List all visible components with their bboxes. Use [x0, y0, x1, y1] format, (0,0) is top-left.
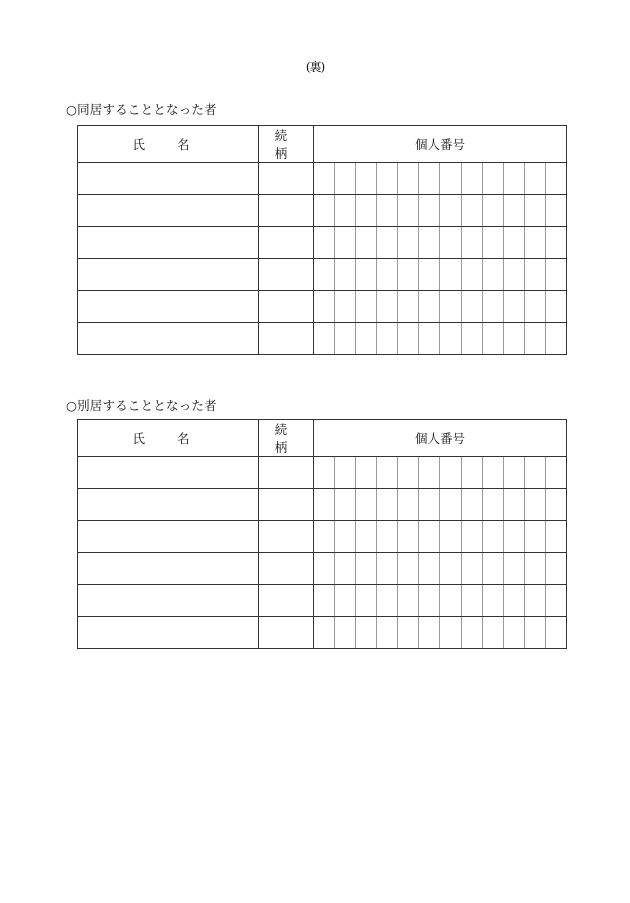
table-row [78, 195, 567, 227]
individual-number-digit-cell[interactable] [398, 521, 419, 553]
name-cell[interactable] [78, 259, 259, 291]
individual-number-digit-cell[interactable] [482, 227, 503, 259]
relationship-cell[interactable] [259, 163, 314, 195]
individual-number-digit-cell[interactable] [440, 457, 461, 489]
individual-number-digit-cell[interactable] [356, 323, 377, 355]
individual-number-digit-cell[interactable] [524, 553, 545, 585]
individual-number-digit-cell[interactable] [398, 195, 419, 227]
relationship-cell[interactable] [259, 227, 314, 259]
individual-number-digit-cell[interactable] [524, 521, 545, 553]
individual-number-digit-cell[interactable] [335, 291, 356, 323]
individual-number-digit-cell[interactable] [482, 259, 503, 291]
individual-number-digit-cell[interactable] [440, 521, 461, 553]
individual-number-digit-cell[interactable] [545, 323, 566, 355]
individual-number-digit-cell[interactable] [545, 585, 566, 617]
individual-number-digit-cell[interactable] [335, 323, 356, 355]
table-row [78, 163, 567, 195]
individual-number-digit-cell[interactable] [377, 489, 398, 521]
individual-number-digit-cell[interactable] [482, 195, 503, 227]
individual-number-digit-cell[interactable] [335, 259, 356, 291]
individual-number-digit-cell[interactable] [440, 227, 461, 259]
individual-number-digit-cell[interactable] [398, 291, 419, 323]
individual-number-digit-cell[interactable] [482, 617, 503, 649]
individual-number-digit-cell[interactable] [419, 489, 440, 521]
individual-number-digit-cell[interactable] [377, 259, 398, 291]
individual-number-digit-cell[interactable] [314, 553, 335, 585]
relationship-cell[interactable] [259, 585, 314, 617]
individual-number-digit-cell[interactable] [524, 259, 545, 291]
individual-number-digit-cell[interactable] [440, 585, 461, 617]
individual-number-digit-cell[interactable] [335, 489, 356, 521]
table-row [78, 291, 567, 323]
name-cell[interactable] [78, 553, 259, 585]
name-cell[interactable] [78, 195, 259, 227]
individual-number-digit-cell[interactable] [503, 457, 524, 489]
individual-number-digit-cell[interactable] [335, 163, 356, 195]
individual-number-digit-cell[interactable] [398, 553, 419, 585]
individual-number-digit-cell[interactable] [419, 259, 440, 291]
relationship-cell[interactable] [259, 195, 314, 227]
individual-number-digit-cell[interactable] [461, 521, 482, 553]
name-cell[interactable] [78, 227, 259, 259]
individual-number-digit-cell[interactable] [461, 259, 482, 291]
individual-number-digit-cell[interactable] [377, 323, 398, 355]
individual-number-digit-cell[interactable] [398, 585, 419, 617]
individual-number-digit-cell[interactable] [335, 195, 356, 227]
relationship-cell[interactable] [259, 457, 314, 489]
relationship-cell[interactable] [259, 521, 314, 553]
individual-number-digit-cell[interactable] [419, 227, 440, 259]
individual-number-digit-cell[interactable] [461, 323, 482, 355]
individual-number-digit-cell[interactable] [419, 553, 440, 585]
individual-number-digit-cell[interactable] [377, 291, 398, 323]
individual-number-digit-cell[interactable] [356, 521, 377, 553]
individual-number-digit-cell[interactable] [419, 521, 440, 553]
individual-number-digit-cell[interactable] [482, 521, 503, 553]
individual-number-digit-cell[interactable] [419, 617, 440, 649]
individual-number-digit-cell[interactable] [461, 227, 482, 259]
individual-number-digit-cell[interactable] [356, 457, 377, 489]
separated-persons-table [77, 419, 567, 649]
individual-number-digit-cell[interactable] [419, 195, 440, 227]
individual-number-digit-cell[interactable] [524, 163, 545, 195]
individual-number-digit-cell[interactable] [503, 227, 524, 259]
individual-number-digit-cell[interactable] [482, 553, 503, 585]
individual-number-digit-cell[interactable] [461, 489, 482, 521]
individual-number-digit-cell[interactable] [545, 553, 566, 585]
individual-number-digit-cell[interactable] [545, 195, 566, 227]
individual-number-digit-cell[interactable] [377, 553, 398, 585]
table-row [78, 227, 567, 259]
individual-number-digit-cell[interactable] [335, 457, 356, 489]
individual-number-digit-cell[interactable] [377, 585, 398, 617]
individual-number-digit-cell[interactable] [461, 585, 482, 617]
individual-number-digit-cell[interactable] [440, 195, 461, 227]
name-cell[interactable] [78, 457, 259, 489]
individual-number-digit-cell[interactable] [503, 489, 524, 521]
section-label-cohabiting: ○同居することとなった者 [66, 102, 217, 117]
name-cell[interactable] [78, 489, 259, 521]
individual-number-digit-cell[interactable] [482, 163, 503, 195]
individual-number-digit-cell[interactable] [545, 489, 566, 521]
individual-number-digit-cell[interactable] [398, 323, 419, 355]
individual-number-digit-cell[interactable] [482, 489, 503, 521]
individual-number-digit-cell[interactable] [545, 291, 566, 323]
individual-number-digit-cell[interactable] [356, 585, 377, 617]
individual-number-digit-cell[interactable] [461, 617, 482, 649]
individual-number-digit-cell[interactable] [356, 489, 377, 521]
individual-number-digit-cell[interactable] [356, 163, 377, 195]
individual-number-digit-cell[interactable] [440, 617, 461, 649]
page-heading: (裏) [305, 60, 325, 74]
individual-number-digit-cell[interactable] [356, 259, 377, 291]
name-cell[interactable] [78, 323, 259, 355]
individual-number-digit-cell[interactable] [314, 323, 335, 355]
individual-number-digit-cell[interactable] [545, 163, 566, 195]
individual-number-digit-cell[interactable] [545, 227, 566, 259]
individual-number-digit-cell[interactable] [524, 227, 545, 259]
individual-number-digit-cell[interactable] [335, 585, 356, 617]
name-column-header: 氏 名 [78, 420, 259, 457]
individual-number-digit-cell[interactable] [503, 617, 524, 649]
individual-number-digit-cell[interactable] [503, 163, 524, 195]
individual-number-digit-cell[interactable] [314, 521, 335, 553]
individual-number-digit-cell[interactable] [482, 291, 503, 323]
table-row [78, 457, 567, 489]
individual-number-digit-cell[interactable] [314, 585, 335, 617]
individual-number-digit-cell[interactable] [335, 521, 356, 553]
relationship-cell[interactable] [259, 489, 314, 521]
individual-number-digit-cell[interactable] [377, 457, 398, 489]
relationship-column-header: 続 柄 [259, 126, 314, 163]
individual-number-digit-cell[interactable] [440, 489, 461, 521]
individual-number-digit-cell[interactable] [377, 617, 398, 649]
individual-number-digit-cell[interactable] [356, 291, 377, 323]
individual-number-digit-cell[interactable] [503, 521, 524, 553]
table-row [78, 489, 567, 521]
individual-number-digit-cell[interactable] [482, 585, 503, 617]
name-column-header: 氏 名 [78, 126, 259, 163]
table-header-row [78, 420, 567, 457]
individual-number-digit-cell[interactable] [356, 227, 377, 259]
individual-number-digit-cell[interactable] [440, 259, 461, 291]
individual-number-digit-cell[interactable] [335, 617, 356, 649]
individual-number-digit-cell[interactable] [482, 457, 503, 489]
individual-number-digit-cell[interactable] [545, 617, 566, 649]
individual-number-digit-cell[interactable] [503, 553, 524, 585]
individual-number-digit-cell[interactable] [440, 163, 461, 195]
name-cell[interactable] [78, 163, 259, 195]
individual-number-digit-cell[interactable] [419, 585, 440, 617]
individual-number-digit-cell[interactable] [377, 163, 398, 195]
individual-number-digit-cell[interactable] [398, 259, 419, 291]
individual-number-digit-cell[interactable] [377, 521, 398, 553]
individual-number-digit-cell[interactable] [503, 323, 524, 355]
individual-number-digit-cell[interactable] [419, 163, 440, 195]
name-cell[interactable] [78, 585, 259, 617]
table-row [78, 553, 567, 585]
individual-number-digit-cell[interactable] [314, 259, 335, 291]
individual-number-digit-cell[interactable] [524, 489, 545, 521]
individual-number-digit-cell[interactable] [314, 163, 335, 195]
individual-number-digit-cell[interactable] [524, 617, 545, 649]
individual-number-digit-cell[interactable] [356, 617, 377, 649]
individual-number-column-header: 個人番号 [314, 420, 567, 457]
individual-number-digit-cell[interactable] [398, 457, 419, 489]
individual-number-digit-cell[interactable] [503, 585, 524, 617]
individual-number-digit-cell[interactable] [503, 291, 524, 323]
relationship-cell[interactable] [259, 291, 314, 323]
relationship-cell[interactable] [259, 323, 314, 355]
individual-number-digit-cell[interactable] [356, 553, 377, 585]
relationship-cell[interactable] [259, 259, 314, 291]
individual-number-digit-cell[interactable] [398, 489, 419, 521]
individual-number-digit-cell[interactable] [503, 259, 524, 291]
individual-number-digit-cell[interactable] [461, 163, 482, 195]
individual-number-digit-cell[interactable] [419, 457, 440, 489]
table-row [78, 617, 567, 649]
individual-number-digit-cell[interactable] [377, 227, 398, 259]
table-row [78, 521, 567, 553]
individual-number-digit-cell[interactable] [356, 195, 377, 227]
cohabiting-persons-table [77, 125, 567, 355]
relationship-column-header: 続 柄 [259, 420, 314, 457]
table-row [78, 323, 567, 355]
relationship-cell[interactable] [259, 617, 314, 649]
individual-number-digit-cell[interactable] [314, 617, 335, 649]
individual-number-digit-cell[interactable] [440, 291, 461, 323]
section-label-separated: ○別居することとなった者 [66, 398, 217, 413]
individual-number-digit-cell[interactable] [545, 457, 566, 489]
individual-number-digit-cell[interactable] [524, 195, 545, 227]
individual-number-digit-cell[interactable] [314, 195, 335, 227]
individual-number-digit-cell[interactable] [314, 489, 335, 521]
individual-number-digit-cell[interactable] [545, 521, 566, 553]
table-body [78, 457, 567, 649]
relationship-cell[interactable] [259, 553, 314, 585]
individual-number-digit-cell[interactable] [314, 291, 335, 323]
individual-number-digit-cell[interactable] [461, 553, 482, 585]
individual-number-digit-cell[interactable] [398, 617, 419, 649]
individual-number-digit-cell[interactable] [461, 195, 482, 227]
table-row [78, 585, 567, 617]
table-header-row [78, 126, 567, 163]
individual-number-digit-cell[interactable] [461, 457, 482, 489]
individual-number-digit-cell[interactable] [440, 323, 461, 355]
individual-number-digit-cell[interactable] [524, 457, 545, 489]
table-row [78, 259, 567, 291]
individual-number-digit-cell[interactable] [419, 323, 440, 355]
individual-number-digit-cell[interactable] [419, 291, 440, 323]
individual-number-digit-cell[interactable] [335, 553, 356, 585]
individual-number-digit-cell[interactable] [440, 553, 461, 585]
table-body [78, 163, 567, 355]
individual-number-digit-cell[interactable] [335, 227, 356, 259]
name-cell[interactable] [78, 617, 259, 649]
individual-number-digit-cell[interactable] [545, 259, 566, 291]
individual-number-digit-cell[interactable] [377, 195, 398, 227]
individual-number-digit-cell[interactable] [314, 227, 335, 259]
name-cell[interactable] [78, 291, 259, 323]
individual-number-digit-cell[interactable] [524, 585, 545, 617]
individual-number-digit-cell[interactable] [314, 457, 335, 489]
individual-number-digit-cell[interactable] [398, 227, 419, 259]
individual-number-digit-cell[interactable] [461, 291, 482, 323]
individual-number-digit-cell[interactable] [398, 163, 419, 195]
name-cell[interactable] [78, 521, 259, 553]
individual-number-digit-cell[interactable] [524, 291, 545, 323]
individual-number-digit-cell[interactable] [482, 323, 503, 355]
individual-number-digit-cell[interactable] [503, 195, 524, 227]
individual-number-column-header: 個人番号 [314, 126, 567, 163]
individual-number-digit-cell[interactable] [524, 323, 545, 355]
